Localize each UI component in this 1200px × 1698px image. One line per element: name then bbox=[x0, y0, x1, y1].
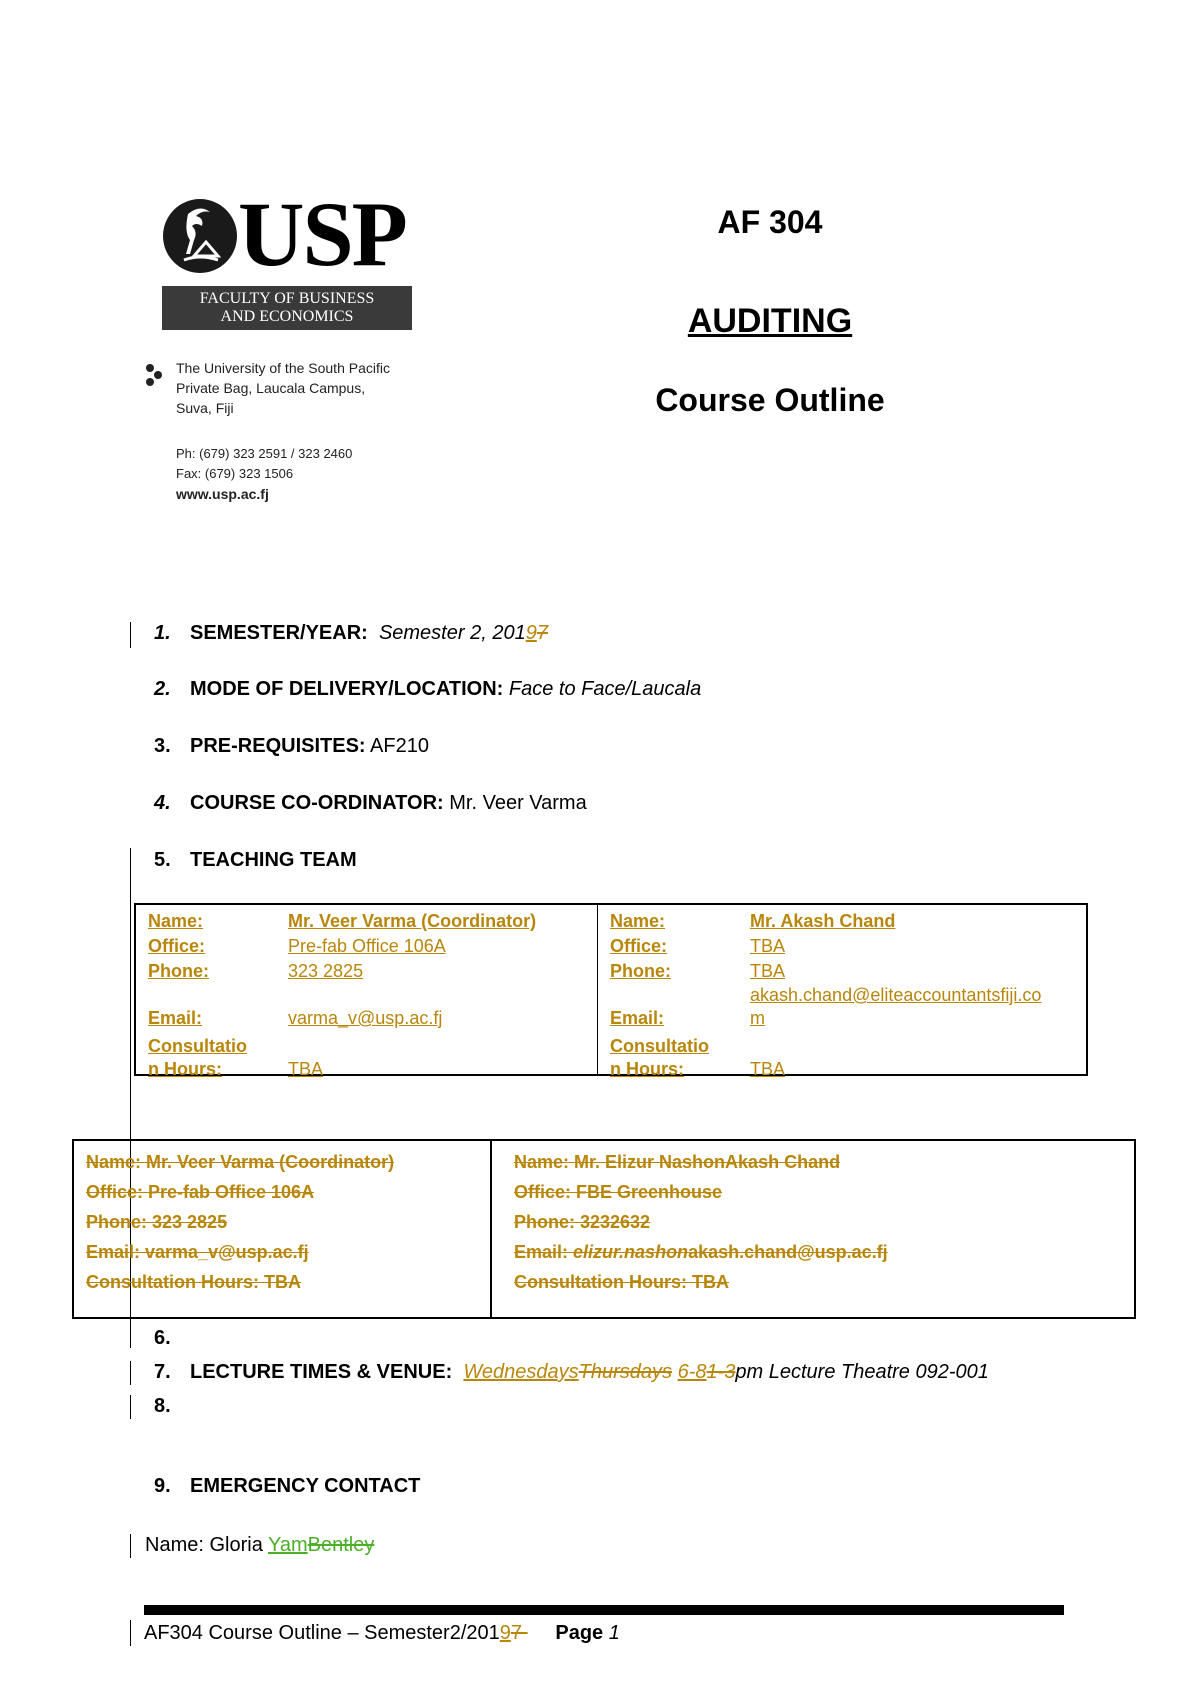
deleted-text: Bentley bbox=[307, 1534, 375, 1556]
deleted-row bbox=[514, 1147, 840, 1177]
usp-logo-emblem bbox=[160, 196, 240, 274]
item-value: Face to Face/Laucala bbox=[508, 678, 702, 700]
deleted-text: Akash Chand bbox=[725, 1152, 841, 1172]
member-hours: TBA bbox=[750, 1059, 786, 1079]
item-label: SEMESTER/YEAR: bbox=[190, 622, 368, 644]
footer-rule bbox=[144, 1605, 1064, 1615]
change-bar bbox=[130, 1361, 131, 1385]
emergency-contact-name bbox=[145, 1534, 374, 1557]
address-line-1: The University of the South Pacific bbox=[176, 360, 390, 376]
dots-icon bbox=[144, 362, 164, 393]
deleted-row: Phone: 3232632 bbox=[514, 1212, 651, 1232]
change-bar bbox=[130, 622, 131, 648]
field-label: Email: bbox=[610, 1008, 665, 1028]
contact-prefix: Name: Gloria bbox=[145, 1534, 269, 1556]
deleted-text: Email: bbox=[514, 1242, 574, 1262]
deleted-text: Name: Mr. bbox=[514, 1152, 606, 1172]
item-number: 4. bbox=[154, 792, 171, 814]
address-line-3: Suva, Fiji bbox=[176, 400, 234, 416]
course-name: AUDITING bbox=[687, 302, 853, 340]
item-value: pm Lecture Theatre 092-001 bbox=[735, 1361, 989, 1383]
member-office: TBA bbox=[750, 936, 786, 956]
team-member-cell-right bbox=[610, 909, 1080, 1079]
item-mode-of-delivery bbox=[154, 678, 701, 701]
item-number: 5. bbox=[154, 849, 171, 871]
item-number: 2. bbox=[154, 678, 171, 700]
document-title: Course Outline bbox=[655, 382, 885, 418]
team-member-cell-left bbox=[148, 909, 588, 1079]
field-label: n Hours: bbox=[610, 1059, 684, 1079]
item-label: COURSE CO-ORDINATOR: bbox=[190, 792, 444, 814]
deleted-row: Consultation Hours: TBA bbox=[86, 1272, 301, 1292]
deleted-row bbox=[514, 1237, 888, 1267]
address-line-2: Private Bag, Laucala Campus, bbox=[176, 380, 366, 396]
change-bar bbox=[130, 1620, 131, 1646]
deleted-row: Office: FBE Greenhouse bbox=[514, 1182, 723, 1202]
field-label: Name: bbox=[148, 911, 204, 931]
item-number: 3. bbox=[154, 735, 171, 757]
deleted-teaching-team-table bbox=[72, 1139, 1136, 1319]
member-phone: TBA bbox=[750, 961, 786, 981]
item-value: AF210 bbox=[370, 735, 429, 757]
inserted-text: 9 bbox=[525, 622, 537, 644]
deleted-text: Elizur Nashon bbox=[605, 1152, 726, 1172]
deleted-row: Consultation Hours: TBA bbox=[514, 1272, 729, 1292]
faculty-line-1: FACULTY OF BUSINESS bbox=[199, 290, 375, 307]
deleted-text: Thursdays bbox=[578, 1361, 673, 1383]
page-label: Page bbox=[555, 1622, 609, 1644]
item-label: EMERGENCY CONTACT bbox=[190, 1475, 421, 1497]
member-email[interactable]: varma_v@usp.ac.fj bbox=[288, 1008, 443, 1028]
item-lecture-times bbox=[154, 1361, 989, 1384]
member-name: Mr. Veer Varma (Coordinator) bbox=[288, 911, 537, 931]
member-office: Pre-fab Office 106A bbox=[288, 936, 446, 956]
table-divider bbox=[490, 1141, 492, 1317]
table-divider bbox=[597, 905, 598, 1074]
deleted-row: Email: varma_v@usp.ac.fj bbox=[86, 1242, 309, 1262]
change-bar bbox=[130, 1534, 131, 1558]
item-pre-requisites bbox=[154, 735, 429, 758]
teaching-team-table bbox=[134, 903, 1088, 1079]
university-contact bbox=[176, 444, 352, 504]
usp-wordmark: USP bbox=[238, 183, 406, 285]
inserted-text: Wednesdays bbox=[463, 1361, 579, 1383]
page-footer bbox=[144, 1622, 620, 1645]
item-emergency-contact bbox=[154, 1475, 420, 1498]
field-label: n Hours: bbox=[148, 1059, 222, 1079]
member-phone: 323 2825 bbox=[288, 961, 364, 981]
item-number: 1. bbox=[154, 622, 171, 644]
fax-line: Fax: (679) 323 1506 bbox=[176, 466, 294, 481]
faculty-line-2: AND ECONOMICS bbox=[220, 308, 354, 325]
phone-line: Ph: (679) 323 2591 / 323 2460 bbox=[176, 446, 353, 461]
inserted-text: 6-8 bbox=[677, 1361, 707, 1383]
item-label: MODE OF DELIVERY/LOCATION: bbox=[190, 678, 504, 700]
item-teaching-team bbox=[154, 849, 357, 872]
field-label: Name: bbox=[610, 911, 666, 931]
item-semester-year bbox=[154, 622, 548, 645]
item-label: LECTURE TIMES & VENUE: bbox=[190, 1361, 453, 1383]
course-code: AF 304 bbox=[717, 204, 823, 240]
field-label: Phone: bbox=[148, 961, 209, 981]
faculty-band bbox=[162, 286, 412, 330]
deleted-text: 7 bbox=[536, 622, 548, 644]
field-label: Email: bbox=[148, 1008, 203, 1028]
item-number: 9. bbox=[154, 1475, 171, 1497]
inserted-text: 9 bbox=[499, 1622, 511, 1644]
item-label: PRE-REQUISITES: bbox=[190, 735, 366, 757]
field-label: Office: bbox=[148, 936, 206, 956]
change-bar bbox=[130, 1395, 131, 1419]
deleted-text: elizur.nashon bbox=[573, 1242, 689, 1262]
footer-text: AF304 Course Outline – Semester2/201 bbox=[144, 1622, 500, 1644]
university-address bbox=[176, 358, 390, 418]
field-label: Consultatio bbox=[148, 1036, 247, 1056]
deleted-row: Phone: 323 2825 bbox=[86, 1212, 228, 1232]
member-email-line-1[interactable]: akash.chand@eliteaccountantsfiji.co bbox=[750, 985, 1042, 1005]
item-6 bbox=[154, 1327, 190, 1350]
member-email-line-2[interactable]: m bbox=[750, 1008, 765, 1028]
item-8 bbox=[154, 1395, 190, 1418]
deleted-text: akash.chand@usp.ac.fj bbox=[688, 1242, 888, 1262]
website-link[interactable]: www.usp.ac.fj bbox=[176, 486, 269, 502]
deleted-text: 1-3 bbox=[706, 1361, 736, 1383]
deleted-row: Name: Mr. Veer Varma (Coordinator) bbox=[86, 1152, 395, 1172]
inserted-text: Yam bbox=[268, 1534, 308, 1556]
item-number: 7. bbox=[154, 1361, 171, 1383]
item-number: 6. bbox=[154, 1327, 171, 1349]
member-name: Mr. Akash Chand bbox=[750, 911, 896, 931]
field-label: Phone: bbox=[610, 961, 671, 981]
field-label: Office: bbox=[610, 936, 668, 956]
item-value: Mr. Veer Varma bbox=[449, 792, 587, 814]
deleted-text: 7 bbox=[510, 1622, 528, 1644]
item-number: 8. bbox=[154, 1395, 171, 1417]
page-number: 1 bbox=[608, 1622, 620, 1644]
deleted-row: Office: Pre-fab Office 106A bbox=[86, 1182, 315, 1202]
member-hours: TBA bbox=[288, 1059, 324, 1079]
item-label: TEACHING TEAM bbox=[190, 849, 357, 871]
field-label: Consultatio bbox=[610, 1036, 709, 1056]
item-value: Semester 2, 201 bbox=[378, 622, 526, 644]
item-course-coordinator bbox=[154, 792, 587, 815]
